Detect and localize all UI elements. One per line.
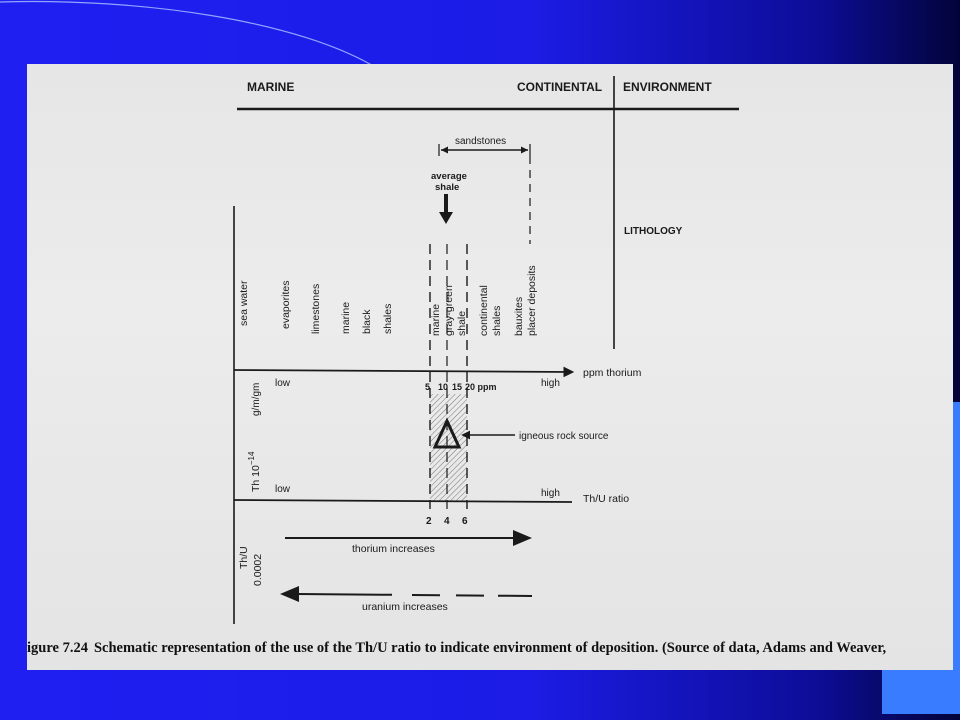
thorium-low: low <box>275 378 291 389</box>
thorium-tick-15: 15 <box>452 382 463 392</box>
col-placer-deposits: placer deposits <box>526 265 538 336</box>
ratio-tick-4: 4 <box>444 516 450 527</box>
rock-columns <box>238 265 538 336</box>
header-continental: CONTINENTAL <box>517 80 603 94</box>
th-u-diagram <box>27 64 953 670</box>
thorium-tick-10: 10 <box>438 382 449 392</box>
lithology-label: LITHOLOGY <box>624 226 683 237</box>
axis-thu-label: Th/U <box>238 546 250 569</box>
thorium-high: high <box>541 378 560 389</box>
col-sea-water: sea water <box>238 280 250 326</box>
figure-image <box>27 64 953 670</box>
col-shales: shales <box>382 303 394 334</box>
thu-ratio-label: Th/U ratio <box>583 493 630 505</box>
col-evaporites: evaporites <box>280 280 292 329</box>
sandstones-label: sandstones <box>455 136 507 147</box>
ratio-high: high <box>541 488 560 499</box>
average-shale-label-1: average <box>431 171 467 182</box>
col-gray-green: gray-green <box>443 285 455 336</box>
axis-th-unit: g/m/gm <box>251 382 262 416</box>
axis-thu-value: 0.0002 <box>252 553 264 586</box>
header-environment: ENVIRONMENT <box>623 80 712 94</box>
ratio-low: low <box>275 484 291 495</box>
col-marine-2: marine <box>430 303 442 336</box>
caption-text: Schematic representation of the use of the Th/U ratio to indicate environment of deposition. (Source of data, Adams and Weaver, <box>93 640 887 656</box>
thorium-tick-20: 20 ppm <box>465 382 497 392</box>
col-black: black <box>361 309 373 334</box>
thorium-tick-5: 5 <box>425 382 431 392</box>
ppm-thorium-label: ppm thorium <box>583 367 642 379</box>
svg-text:Th 10−14 <box>247 451 262 492</box>
axis-th-exponent: −14 <box>247 451 256 466</box>
col-shale: shale <box>456 310 468 336</box>
col-shales-2: shales <box>491 305 503 336</box>
ratio-tick-2: 2 <box>426 516 432 527</box>
col-bauxites: bauxites <box>513 296 525 336</box>
ratio-tick-6: 6 <box>462 516 468 527</box>
thorium-axis <box>234 370 572 372</box>
caption-figure-number: igure 7.24 <box>27 640 88 656</box>
header-marine: MARINE <box>247 80 295 94</box>
axis-th-text: Th 10 <box>250 465 262 492</box>
ratio-axis <box>234 500 572 502</box>
col-limestones: limestones <box>310 283 322 334</box>
uranium-increases-label: uranium increases <box>362 601 448 613</box>
axis-th-label <box>247 451 262 492</box>
average-shale-label-2: shale <box>435 182 460 193</box>
igneous-label: igneous rock source <box>519 431 609 442</box>
figure-caption <box>27 640 953 657</box>
thorium-increases-label: thorium increases <box>352 543 435 555</box>
col-continental: continental <box>478 285 490 336</box>
uranium-increases-arrow <box>297 594 532 596</box>
col-marine: marine <box>340 301 352 334</box>
